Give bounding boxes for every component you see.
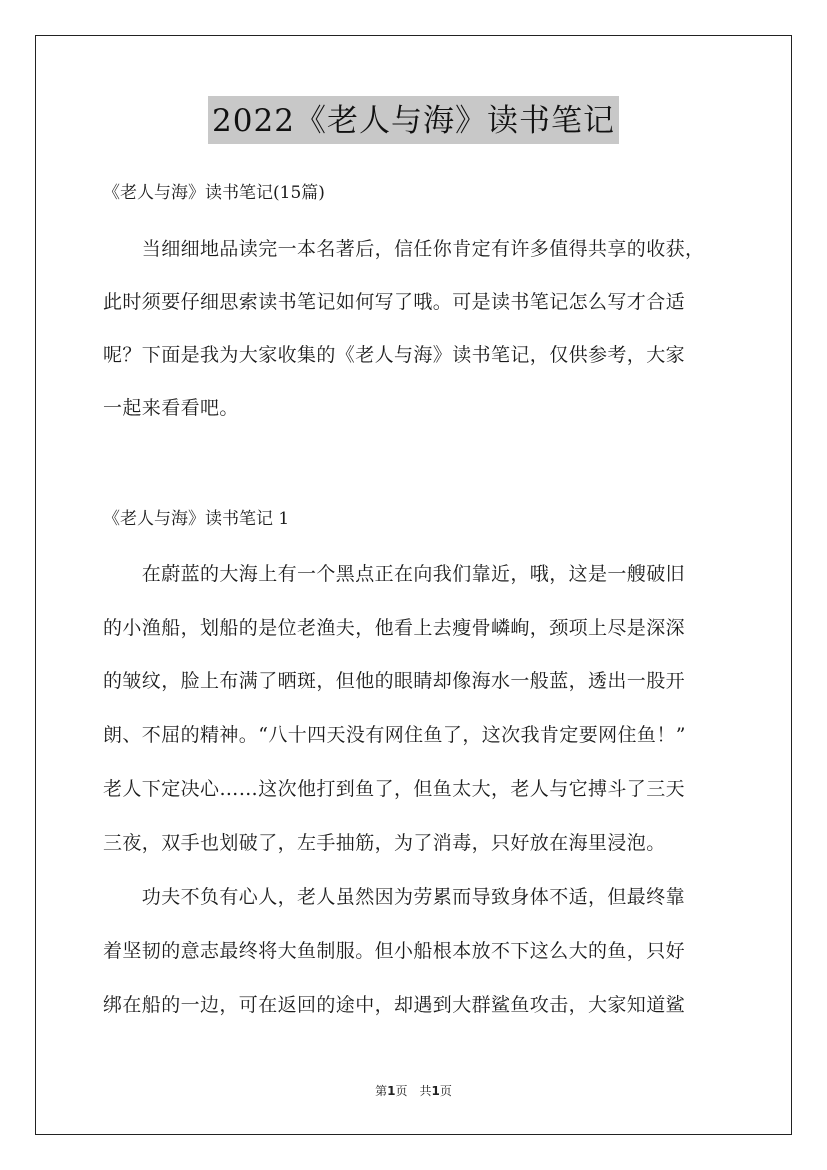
- body-line-8: 着坚韧的意志最终将大鱼制服。但小船根本放不下这么大的鱼，只好: [103, 940, 686, 962]
- footer-page-suffix: 页 共: [395, 1084, 432, 1098]
- body-line-3: 的皱纹，脸上布满了晒斑，但他的眼睛却像海水一般蓝，透出一股开: [103, 670, 686, 692]
- body-line-2: 的小渔船，划船的是位老渔夫，他看上去瘦骨嶙峋，颈项上尽是深深: [103, 617, 686, 639]
- footer-page-number: 1: [387, 1084, 396, 1098]
- body-line-1: 在蔚蓝的大海上有一个黑点正在向我们靠近，哦，这是一艘破旧: [103, 563, 686, 585]
- page-footer: [0, 1083, 827, 1099]
- body-line-9: 绑在船的一边，可在返回的途中，却遇到大群鲨鱼攻击，大家知道鲨: [103, 994, 686, 1016]
- intro-line-1: 当细细地品读完一本名著后，信任你肯定有许多值得共享的收获，: [103, 238, 705, 260]
- footer-page-prefix: 第: [375, 1084, 388, 1098]
- footer-total-pages: 1: [431, 1084, 440, 1098]
- section-heading: 《老人与海》读书笔记 1: [103, 509, 290, 529]
- body-line-6: 三夜，双手也划破了，左手抽筋，为了消毒，只好放在海里浸泡。: [103, 832, 666, 854]
- document-title: 2022《老人与海》读书笔记: [208, 96, 619, 144]
- body-line-4: 朗、不屈的精神。“八十四天没有网住鱼了，这次我肯定要网住鱼！”: [103, 724, 686, 746]
- body-line-7: 功夫不负有心人，老人虽然因为劳累而导致身体不适，但最终靠: [103, 886, 686, 908]
- document-subtitle: 《老人与海》读书笔记(15篇): [103, 183, 325, 203]
- body-line-5: 老人下定决心……这次他打到鱼了，但鱼太大，老人与它搏斗了三天: [103, 778, 686, 800]
- intro-line-3: 呢？下面是我为大家收集的《老人与海》读书笔记，仅供参考，大家: [103, 344, 686, 366]
- document-title-wrap: [0, 96, 827, 144]
- intro-line-4: 一起来看看吧。: [103, 397, 239, 419]
- footer-total-suffix: 页: [439, 1084, 452, 1098]
- intro-line-2: 此时须要仔细思索读书笔记如何写了哦。可是读书笔记怎么写才合适: [103, 291, 686, 313]
